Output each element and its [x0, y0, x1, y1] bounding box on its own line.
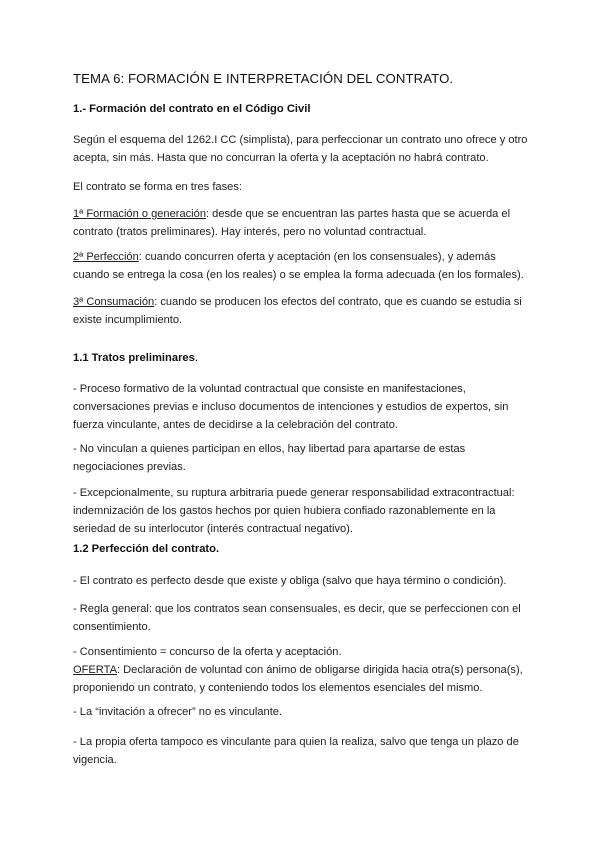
text-line: [73, 661, 535, 679]
phase-3-term: 3ª Consumación: [73, 296, 155, 308]
page-title: TEMA 6: FORMACIÓN E INTERPRETACIÓN DEL CONTRATO.: [73, 71, 454, 86]
phase-1-text: : desde que se encuentran las partes hasta que se acuerda el: [206, 208, 511, 220]
section-1-1-heading-text: 1.1 Tratos preliminares: [73, 352, 195, 364]
section-1-intro: [73, 131, 535, 167]
text-line: - No vinculan a quienes participan en ellos, hay libertad para apartarse de estas: [73, 443, 466, 455]
section-1-1-heading-suffix: .: [194, 352, 198, 364]
perfeccion-paragraph-5: [73, 733, 535, 769]
text-line: negociaciones previas.: [73, 461, 186, 473]
text-line: seriedad de su interlocutor (interés contractual negativo).: [73, 523, 353, 535]
text-line: acepta, sin más. Hasta que no concurran la oferta y la aceptación no habrá contrato.: [73, 152, 489, 164]
section-1-heading: 1.- Formación del contrato en el Código Civil: [73, 103, 311, 115]
phase-2-term: 2ª Perfección: [73, 251, 139, 263]
perfeccion-paragraph-2: [73, 600, 535, 636]
text-line: cuando se entrega la cosa (en los reales) o se emplea la forma adecuada (en los formales).: [73, 269, 524, 281]
text-line: fuerza vinculante, antes de decidirse a la celebración del contrato.: [73, 419, 398, 431]
tratos-paragraph-2: [73, 440, 535, 476]
text-line: El contrato se forma en tres fases:: [73, 181, 242, 193]
text-line: indemnización de los gastos hechos por quien hubiera confiado razonablemente en la: [73, 505, 496, 517]
text-line: vigencia.: [73, 754, 117, 766]
phases-intro: [73, 178, 535, 196]
oferta-term: OFERTA: [73, 664, 117, 676]
section-1-2-heading: 1.2 Perfección del contrato.: [73, 543, 220, 555]
phase-3-text: : cuando se producen los efectos del contrato, que es cuando se estudia si: [154, 296, 522, 308]
phase-1-term: 1ª Formación o generación: [73, 208, 206, 220]
text-line: - Consentimiento = concurso de la oferta y aceptación.: [73, 646, 342, 658]
text-line: contrato (tratos preliminares). Hay interés, pero no voluntad contractual.: [73, 226, 427, 238]
text-line: [73, 205, 535, 223]
text-line: existe incumplimiento.: [73, 314, 183, 326]
phase-2-paragraph: [73, 248, 535, 284]
perfeccion-paragraph-1: [73, 572, 535, 590]
perfeccion-paragraph-4: [73, 703, 535, 721]
perfeccion-paragraph-3: [73, 643, 535, 697]
text-line: Según el esquema del 1262.I CC (simplista), para perfeccionar un contrato uno ofrece y otro: [73, 134, 528, 146]
tratos-paragraph-1: [73, 380, 535, 434]
text-line: - La propia oferta tampoco es vinculante para quien la realiza, salvo que tenga un plazo de: [73, 736, 519, 748]
text-line: [73, 248, 535, 266]
text-line: - El contrato es perfecto desde que existe y obliga (salvo que haya término o condición).: [73, 575, 507, 587]
oferta-text: : Declaración de voluntad con ánimo de obligarse dirigida hacia otra(s) persona(s),: [116, 664, 523, 676]
phase-2-text: : cuando concurren oferta y aceptación (en los consensuales), y además: [138, 251, 496, 263]
text-line: - Proceso formativo de la voluntad contractual que consiste en manifestaciones,: [73, 383, 466, 395]
tratos-paragraph-3: [73, 484, 535, 538]
text-line: consentimiento.: [73, 621, 151, 633]
text-line: proponiendo un contrato, y conteniendo todos los elementos esenciales del mismo.: [73, 682, 483, 694]
text-line: conversaciones previas e incluso documentos de intenciones y estudios de expertos, sin: [73, 401, 509, 413]
text-line: - Excepcionalmente, su ruptura arbitraria puede generar responsabilidad extracontractual:: [73, 487, 515, 499]
text-line: [73, 293, 535, 311]
text-line: - Regla general: que los contratos sean consensuales, es decir, que se perfeccionen con el: [73, 603, 521, 615]
phase-3-paragraph: [73, 293, 535, 329]
phase-1-paragraph: [73, 205, 535, 241]
section-1-1-heading: [73, 352, 198, 364]
text-line: - La “invitación a ofrecer” no es vinculante.: [73, 706, 283, 718]
